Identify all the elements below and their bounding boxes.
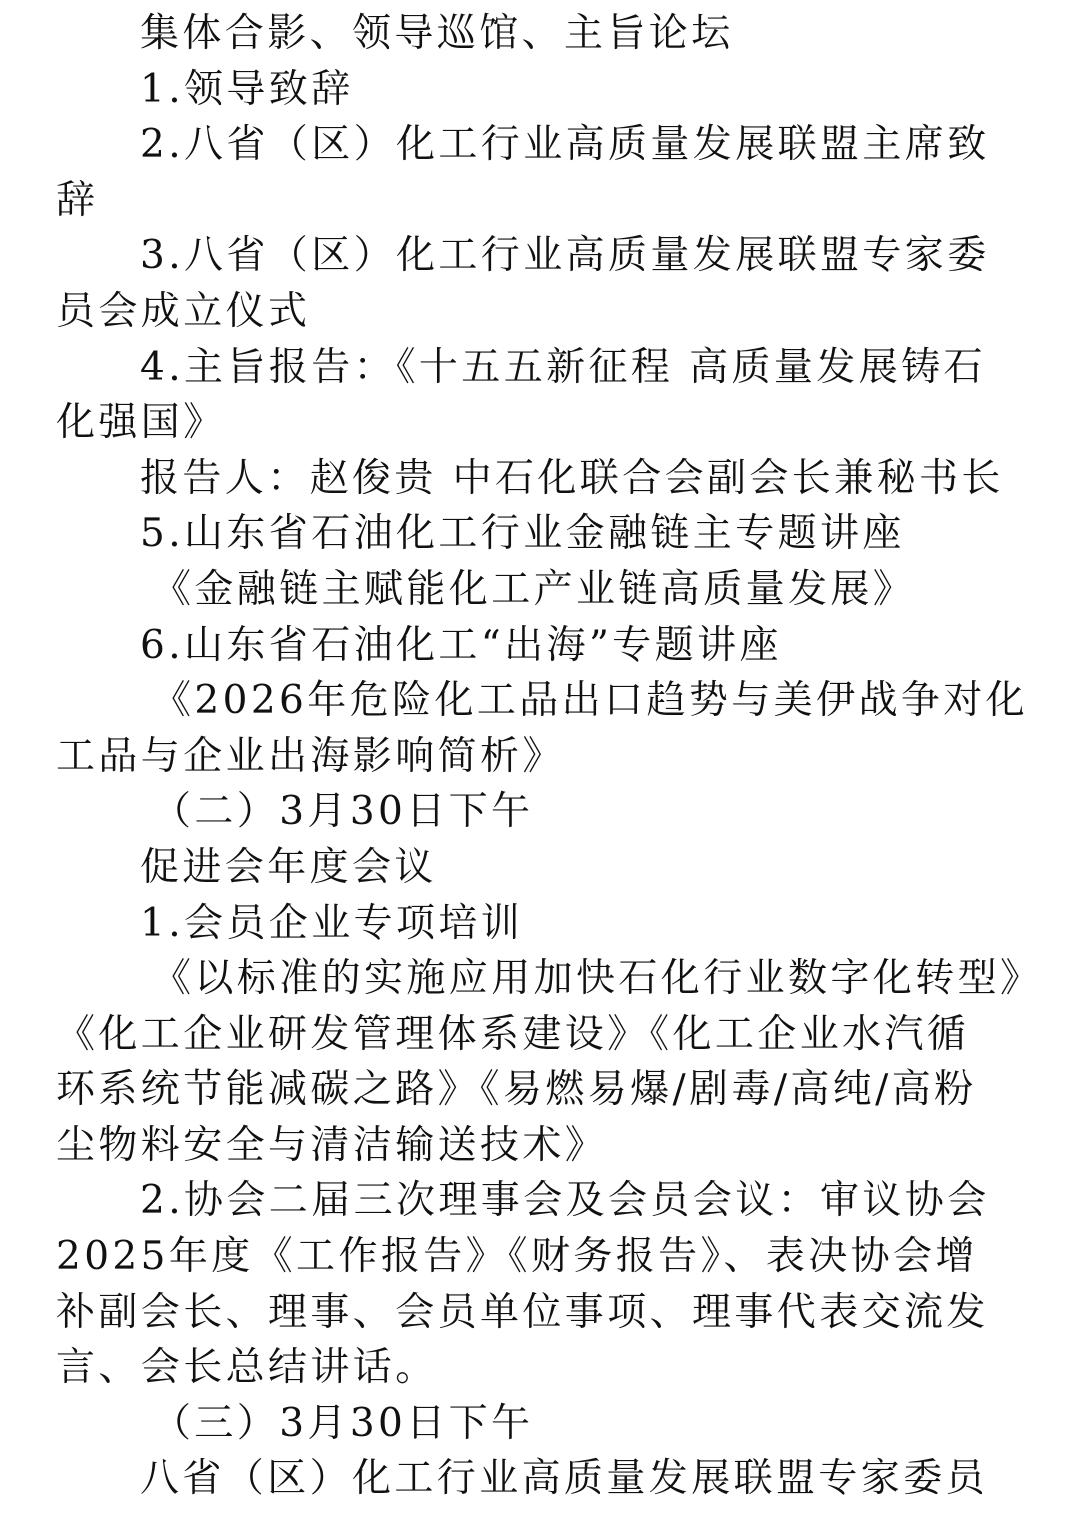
text-line: （二）3月30日下午 [152,789,534,835]
text-line: 2.八省（区）化工行业高质量发展联盟主席致 [140,122,990,168]
text-line: 《化工企业研发管理体系建设》《化工企业水汽循 [56,1011,970,1057]
text-line: 5.山东省石油化工行业金融链主专题讲座 [140,511,905,557]
text-line: 员会成立仪式 [56,288,311,334]
document-page [56,6,1043,1507]
text-line: 1.领导致辞 [140,66,354,112]
text-line: 6.山东省石油化工“出海”专题讲座 [140,622,782,668]
text-line: 4.主旨报告：《十五五新征程 高质量发展铸石 [140,344,986,390]
text-line: 《2026年危险化工品出口趋势与美伊战争对化 [152,678,1029,724]
text-line: 《以标准的实施应用加快石化行业数字化转型》 [152,956,1043,1002]
text-line: 环系统节能减碳之路》《易燃易爆/剧毒/高纯/高粉 [56,1067,977,1113]
text-line: 言、会长总结讲话。 [56,1345,438,1391]
text-line: 集体合影、领导巡馆、主旨论坛 [140,11,734,56]
text-line: 化强国》 [56,400,226,446]
text-line: 工品与企业出海影响简析》 [56,733,565,779]
text-line: 1.会员企业专项培训 [140,900,524,946]
text-line: （三）3月30日下午 [152,1400,534,1446]
text-line: 报告人：赵俊贵 中石化联合会副会长兼秘书长 [140,455,1004,501]
text-line: 2.协会二届三次理事会及会员会议：审议协会 [140,1178,990,1224]
text-line: 促进会年度会议 [140,844,437,890]
text-line: 《金融链主赋能化工产业链高质量发展》 [152,566,916,612]
text-line: 八省（区）化工行业高质量发展联盟专家委员 [140,1456,989,1502]
text-line: 辞 [56,177,99,223]
text-line: 补副会长、理事、会员单位事项、理事代表交流发 [56,1289,989,1335]
text-line: 尘物料安全与清洁输送技术》 [56,1122,608,1168]
text-line: 3.八省（区）化工行业高质量发展联盟专家委 [140,233,990,279]
text-line: 2025年度《工作报告》《财务报告》、表决协会增 [56,1234,978,1280]
